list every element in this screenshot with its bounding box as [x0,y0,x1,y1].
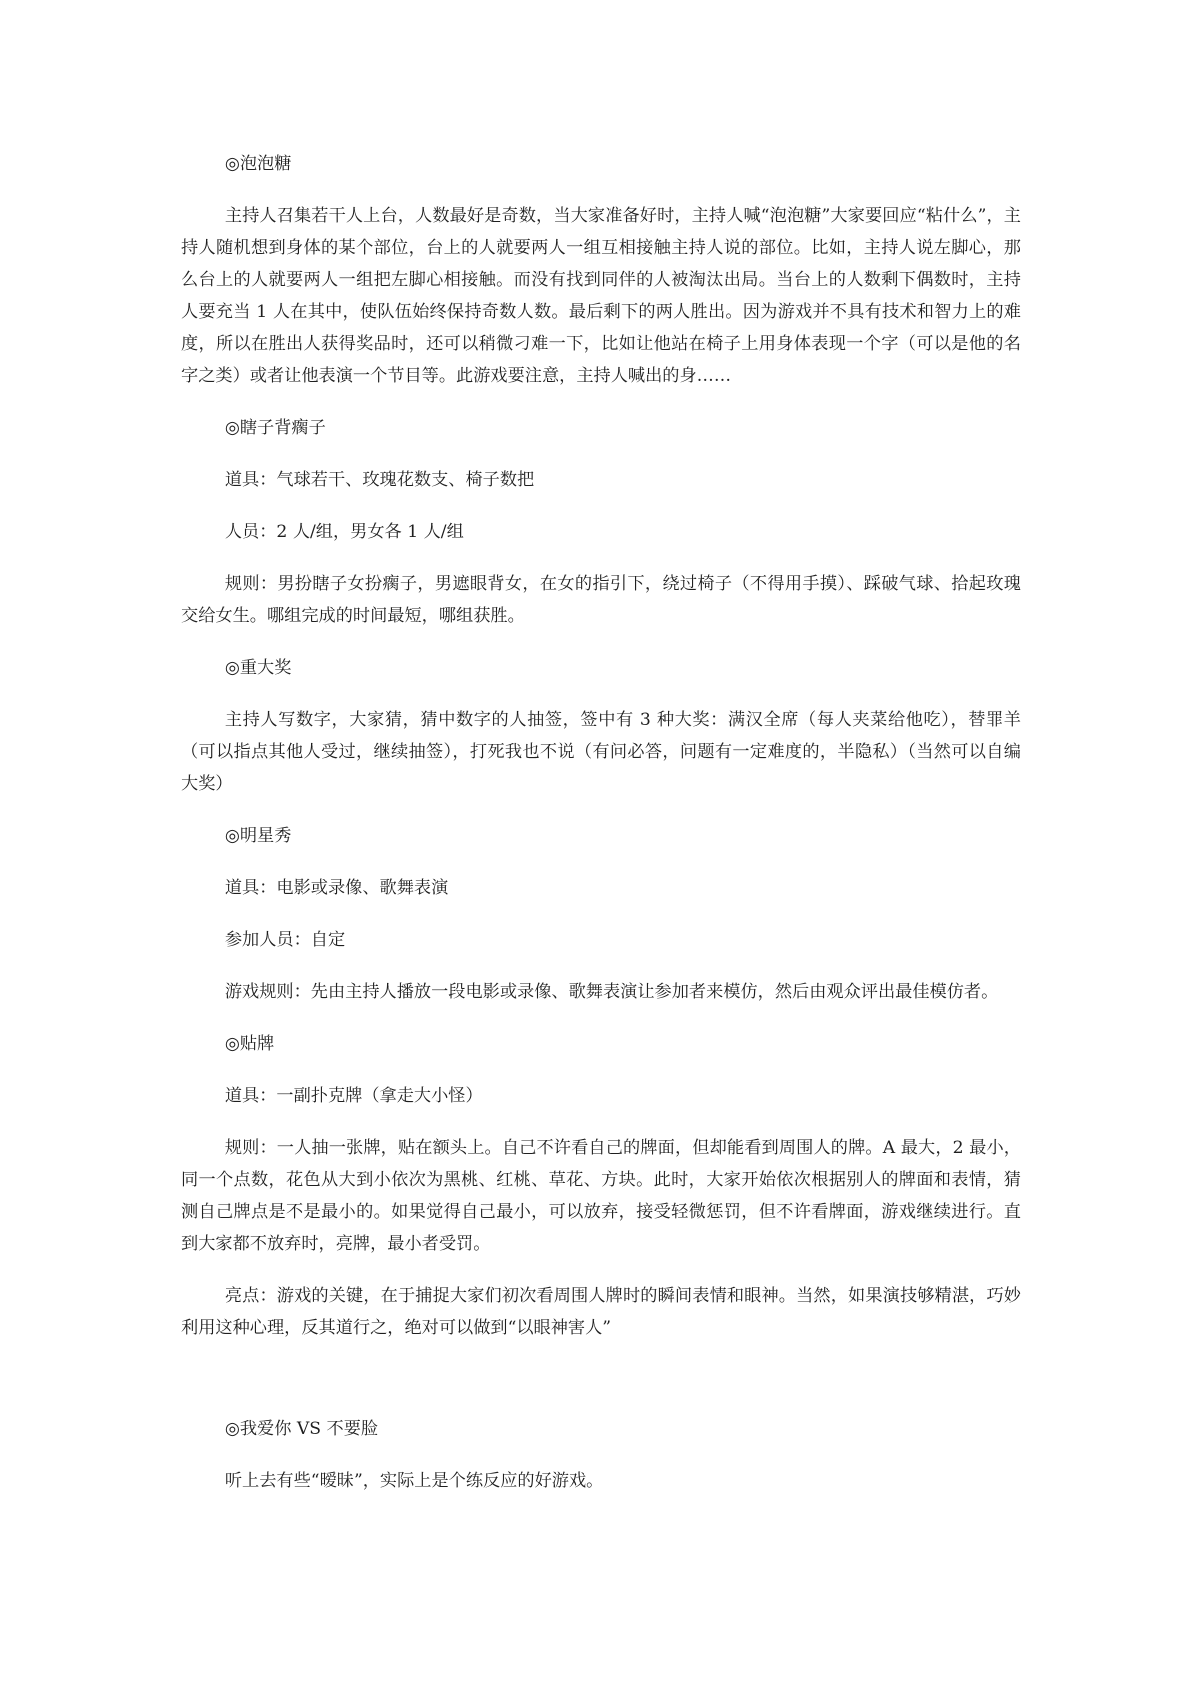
body-paragraph: 规则：男扮瞎子女扮瘸子，男遮眼背女，在女的指引下，绕过椅子（不得用手摸）、踩破气球、拾起玫瑰交给女生。哪组完成的时间最短，哪组获胜。 [181,574,1021,626]
body-paragraph: 人员：2 人/组，男女各 1 人/组 [224,522,464,542]
body-paragraph: 游戏规则：先由主持人播放一段电影或录像、歌舞表演让参加者来模仿，然后由观众评出最佳模仿者。 [224,982,999,1002]
section-heading: ◎泡泡糖 [224,154,292,174]
body-paragraph: 道具：一副扑克牌（拿走大小怪） [224,1086,483,1106]
body-paragraph: 道具：电影或录像、歌舞表演 [224,878,449,898]
section-heading: ◎贴牌 [224,1034,275,1054]
body-paragraph: 道具：气球若干、玫瑰花数支、椅子数把 [224,470,535,490]
document-body [181,148,1021,1517]
body-paragraph: 亮点：游戏的关键，在于捕捉大家们初次看周围人牌时的瞬间表情和眼神。当然，如果演技够精湛，巧妙利用这种心理，反其道行之，绝对可以做到“以眼神害人” [181,1286,1021,1338]
section-heading: ◎我爱你 VS 不要脸 [224,1419,379,1439]
section-heading: ◎明星秀 [224,826,292,846]
section-heading: ◎重大奖 [224,658,292,678]
body-paragraph: 规则：一人抽一张牌，贴在额头上。自己不许看自己的牌面，但却能看到周围人的牌。A 最大，2 最小，同一个点数，花色从大到小依次为黑桃、红桃、草花、方块。此时，大家开始依次根据别人的牌面和表情，猜测自己牌点是不是最小的。如果觉得自己最小，可以放弃，接受轻微惩罚，但不许看牌面，游戏继续进行。直到大家都不放弃时，亮牌，最小者受罚。 [181,1138,1021,1254]
section-heading: ◎瞎子背瘸子 [224,418,326,438]
body-paragraph: 听上去有些“暧昧”，实际上是个练反应的好游戏。 [224,1471,604,1491]
body-paragraph: 主持人写数字，大家猜，猜中数字的人抽签，签中有 3 种大奖：满汉全席（每人夹菜给他吃），替罪羊（可以指点其他人受过，继续抽签），打死我也不说（有问必答，问题有一定难度的，半隐私）（当然可以自编大奖） [181,710,1021,794]
body-paragraph: 主持人召集若干人上台，人数最好是奇数，当大家准备好时，主持人喊“泡泡糖”大家要回应“粘什么”，主持人随机想到身体的某个部位，台上的人就要两人一组互相接触主持人说的部位。比如，主持人说左脚心，那么台上的人就要两人一组把左脚心相接触。而没有找到同伴的人被淘汰出局。当台上的人数剩下偶数时，主持人要充当 1 人在其中，使队伍始终保持奇数人数。最后剩下的两人胜出。因为游戏并不具有技术和智力上的难度，所以在胜出人获得奖品时，还可以稍微刁难一下，比如让他站在椅子上用身体表现一个字（可以是他的名字之类）或者让他表演一个节目等。此游戏要注意，主持人喊出的身…… [181,206,1021,386]
body-paragraph: 参加人员：自定 [224,930,346,950]
